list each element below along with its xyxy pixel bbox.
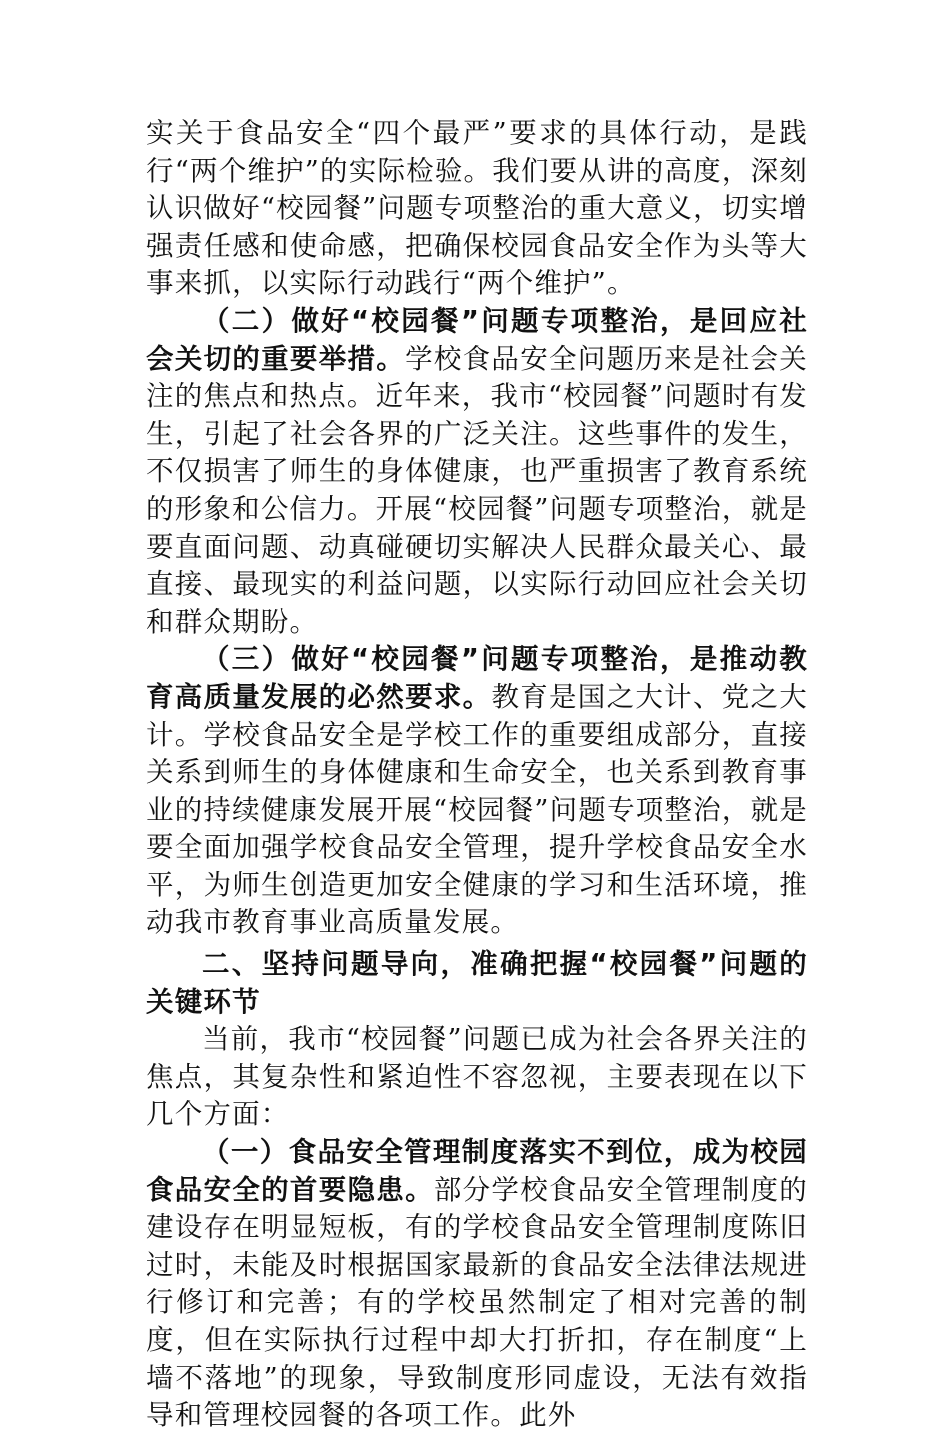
paragraph-4: 当前，我市“校园餐”问题已成为社会各界关注的焦点，其复杂性和紧迫性不容忽视，主要表现在以下几个方面： xyxy=(146,1023,808,1131)
paragraph-5-lead: （一）食品安全管理制度落实不到位，成为校园食品安全的首要隐患。 xyxy=(146,1136,808,1206)
paragraph-2-lead: （二）做好“校园餐”问题专项整治，是回应社会关切的重要举措。 xyxy=(146,304,808,375)
paragraph-2 xyxy=(146,303,808,641)
paragraph-3 xyxy=(146,641,808,942)
paragraph-continuation: 实关于食品安全“四个最严”要求的具体行动，是践行“两个维护”的实际检验。我们要从讲的高度，深刻认识做好“校园餐”问题专项整治的重大意义，切实增强责任感和使命感，把确保校园食品安全作为头等大事来抓，以实际行动践行“两个维护”。 xyxy=(146,117,808,300)
document-body xyxy=(146,115,808,1435)
paragraph-3-lead: （三）做好“校园餐”问题专项整治，是推动教育高质量发展的必然要求。 xyxy=(146,643,808,713)
paragraph-5-body: 部分学校食品安全管理制度的建设存在明显短板，有的学校食品安全管理制度陈旧过时，未能及时根据国家最新的食品安全法律法规进行修订和完善；有的学校虽然制定了相对完善的制度，但在实际执行过程中却大打折扣，存在制度“上墙不落地”的现象，导致制度形同虚设，无法有效指导和管理校园餐的各项工作。此外 xyxy=(146,1173,808,1432)
paragraph-5 xyxy=(146,1134,808,1435)
paragraph-2-body: 学校食品安全问题历来是社会关注的焦点和热点。近年来，我市“校园餐”问题时有发生，引起了社会各界的广泛关注。这些事件的发生，不仅损害了师生的身体健康，也严重损害了教育系统的形象和公信力。开展“校园餐”问题专项整治，就是要直面问题、动真碰硬切实解决人民群众最关心、最直接、最现实的利益问题，以实际行动回应社会关切和群众期盼。 xyxy=(146,342,808,638)
paragraph-3-body: 教育是国之大计、党之大计。学校食品安全是学校工作的重要组成部分，直接关系到师生的身体健康和生命安全，也关系到教育事业的持续健康发展开展“校园餐”问题专项整治，就是要全面加强学校食品安全管理，提升学校食品安全水平，为师生创造更加安全健康的学习和生活环境，推动我市教育事业高质量发展。 xyxy=(146,680,808,939)
section-heading-2: 二、坚持问题导向，准确把握“校园餐”问题的关键环节 xyxy=(146,948,808,1018)
